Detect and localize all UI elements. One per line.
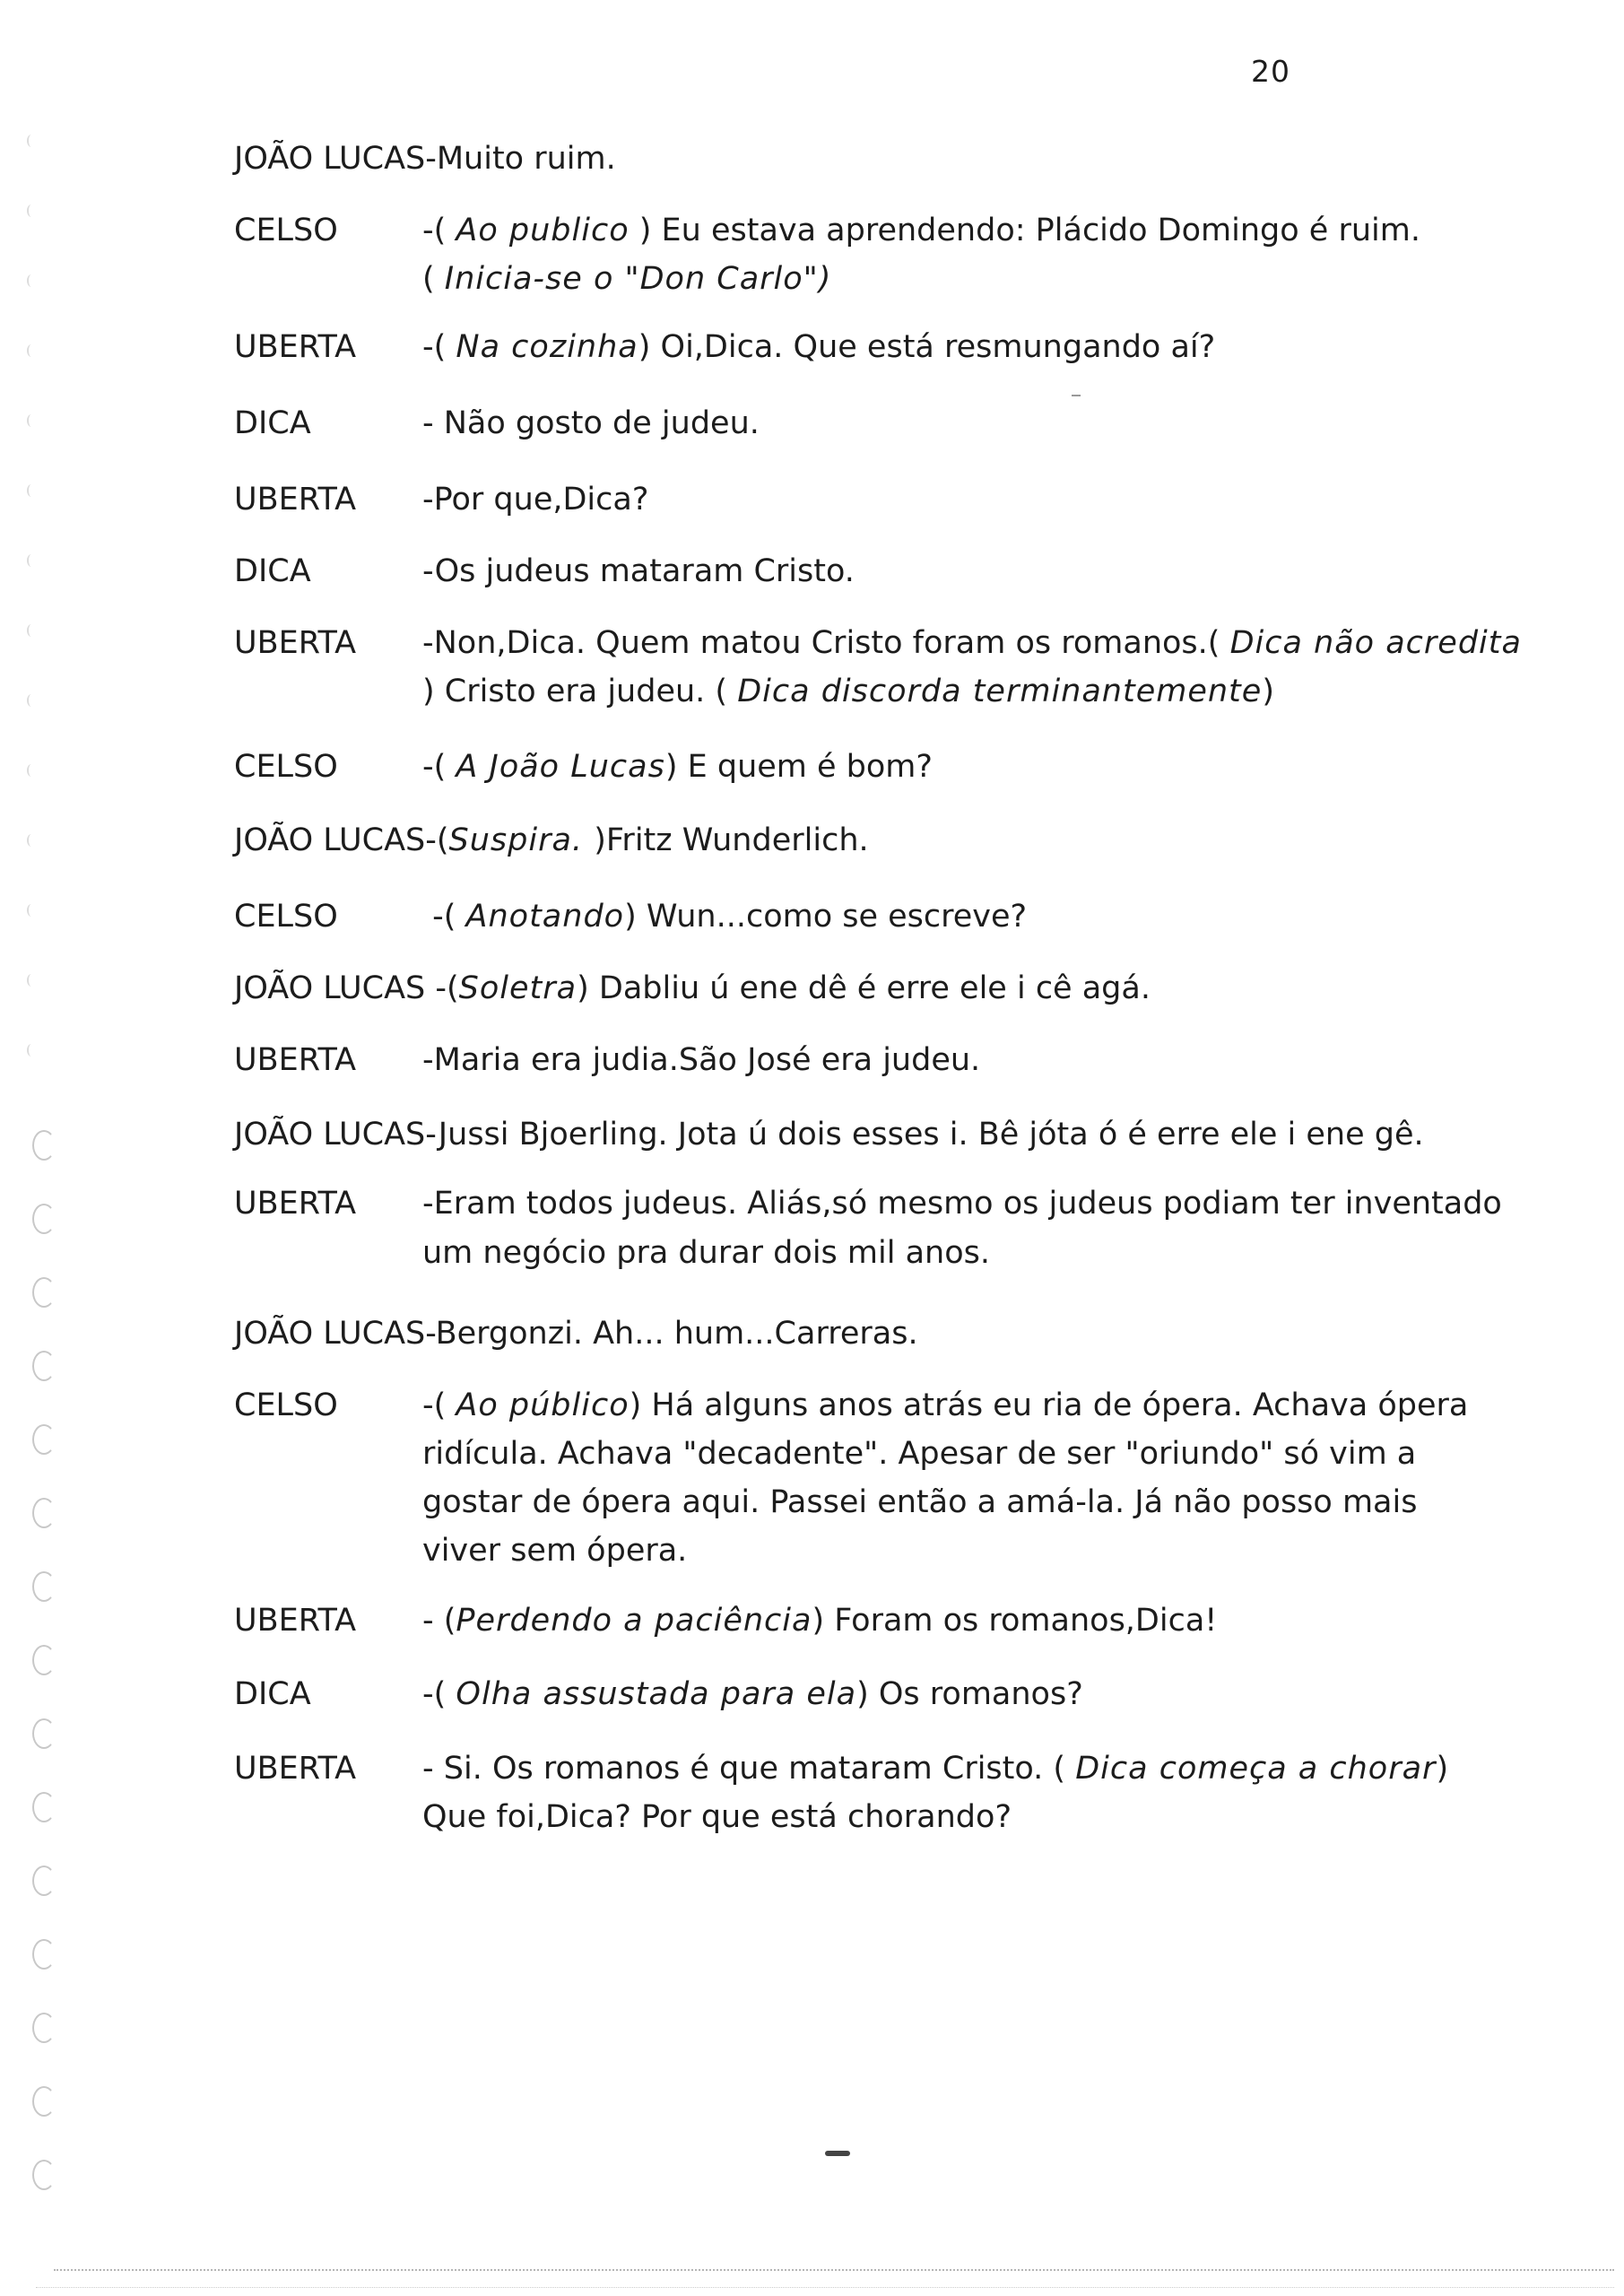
stage-direction: Dica discorda terminantemente: [737, 674, 1263, 709]
dialogue-line: [234, 1596, 1463, 1645]
speaker-name: UBERTA: [234, 1042, 357, 1078]
dialogue-continuation: gostar de ópera aqui. Passei então a amá-la. Já não posso mais: [422, 1484, 1418, 1520]
dialogue-line: [234, 964, 1463, 1013]
dialogue-text: ) Cristo era judeu. (: [422, 674, 738, 709]
dialogue-text: -(: [422, 329, 456, 365]
stage-direction: Inicia-se o "Don Carlo"): [444, 261, 832, 297]
speaker-name: DICA: [234, 1676, 311, 1712]
dialogue-line: [234, 206, 1463, 255]
dialogue-text: -(: [422, 749, 456, 785]
speaker-name: CELSO: [234, 749, 338, 785]
stage-direction: Ao público: [456, 1387, 630, 1423]
stage-direction: Anotando: [465, 899, 625, 935]
stage-direction: Suspira.: [448, 822, 595, 858]
dialogue-text: - Não gosto de judeu.: [422, 405, 760, 441]
speaker-name: JOÃO LUCAS-(: [234, 822, 449, 858]
dialogue-text: ) E quem é bom?: [664, 749, 933, 785]
dialogue-line: [234, 816, 1463, 865]
stage-direction: Na cozinha: [456, 329, 638, 365]
speaker-name: CELSO: [234, 213, 338, 248]
speaker-name: CELSO: [234, 899, 338, 935]
dialogue-continuation: viver sem ópera.: [422, 1533, 688, 1569]
speaker-name: UBERTA: [234, 329, 357, 365]
dialogue-text: -Os judeus mataram Cristo.: [422, 553, 855, 589]
speaker-name: UBERTA: [234, 625, 357, 661]
dialogue-line: [234, 323, 1463, 371]
dialogue-text: ): [1262, 674, 1274, 709]
dialogue-line: [234, 547, 1463, 596]
dialogue-text: um negócio pra durar dois mil anos.: [422, 1235, 990, 1271]
page-edge: [36, 2287, 1614, 2288]
dialogue-continuation: [422, 1793, 1012, 1841]
dialogue-text: -(: [422, 899, 466, 935]
dialogue-text: Que foi,Dica? Por que está chorando?: [422, 1799, 1012, 1835]
page-number: 20: [1251, 54, 1290, 89]
stray-mark: [1072, 395, 1081, 396]
speaker-name: UBERTA: [234, 482, 357, 517]
speaker-name: DICA: [234, 553, 311, 589]
dialogue-text: ) Eu estava aprendendo: Plácido Domingo é ruim.: [629, 213, 1420, 248]
dialogue-text: ) Foram os romanos,Dica!: [812, 1603, 1218, 1639]
dialogue-line: [234, 135, 1463, 183]
dialogue-line: [234, 1309, 1463, 1358]
page-edge: [54, 2269, 1614, 2271]
dialogue-text: ) Oi,Dica. Que está resmungando aí?: [638, 329, 1216, 365]
dialogue-continuation: [422, 1229, 990, 1277]
dialogue-text: (: [422, 261, 445, 297]
dialogue-text: -(: [422, 213, 456, 248]
dialogue-text: ) Wun...como se escreve?: [624, 899, 1028, 935]
dialogue-line: [234, 475, 1463, 524]
stray-mark: [825, 2151, 850, 2156]
dialogue-text: - Si. Os romanos é que mataram Cristo. (: [422, 1751, 1076, 1787]
dialogue-text: ): [1436, 1751, 1449, 1787]
stage-direction: Olha assustada para ela: [456, 1676, 857, 1712]
stage-direction: Perdendo a paciência: [456, 1603, 812, 1639]
dialogue-text: - (: [422, 1603, 456, 1639]
stage-direction: Ao publico: [456, 213, 630, 248]
speaker-name: UBERTA: [234, 1603, 357, 1639]
dialogue-line: [234, 1110, 1463, 1159]
dialogue-line: [234, 1744, 1463, 1793]
dialogue-text: -Eram todos judeus. Aliás,só mesmo os judeus podiam ter inventado: [422, 1186, 1502, 1222]
dialogue-continuation: ridícula. Achava "decadente". Apesar de ser "oriundo" só vim a: [422, 1436, 1417, 1472]
dialogue-text: )Fritz Wunderlich.: [594, 822, 869, 858]
dialogue-text: -Maria era judia.São José era judeu.: [422, 1042, 981, 1078]
speaker-name: UBERTA: [234, 1186, 357, 1222]
speaker-name: CELSO: [234, 1387, 338, 1423]
dialogue-text: -(: [422, 1387, 456, 1423]
dialogue-text: ) Há alguns anos atrás eu ria de ópera. Achava ópera: [629, 1387, 1469, 1423]
stage-direction: A João Lucas: [456, 749, 665, 785]
dialogue-continuation: [422, 255, 831, 303]
dialogue-text: ) Dabliu ú ene dê é erre ele i cê agá.: [577, 970, 1151, 1006]
speaker-name: JOÃO LUCAS-Bergonzi. Ah... hum...Carreras.: [234, 1316, 918, 1352]
dialogue-continuation: [422, 667, 1274, 716]
dialogue-line: [234, 1670, 1463, 1718]
dialogue-line: [234, 1179, 1502, 1228]
dialogue-text: ) Os romanos?: [856, 1676, 1083, 1712]
dialogue-line: [234, 1036, 1463, 1084]
dialogue-line: [234, 619, 1522, 667]
speaker-name: JOÃO LUCAS-Jussi Bjoerling. Jota ú dois esses i. Bê jóta ó é erre ele i ene gê.: [234, 1117, 1424, 1152]
speaker-name: DICA: [234, 405, 311, 441]
speaker-name: UBERTA: [234, 1751, 357, 1787]
stage-direction: Soletra: [458, 970, 578, 1006]
stage-direction: Dica não acredita: [1229, 625, 1522, 661]
dialogue-line: [234, 892, 1463, 941]
dialogue-line: [234, 743, 1463, 791]
dialogue-text: -Non,Dica. Quem matou Cristo foram os romanos.(: [422, 625, 1230, 661]
dialogue-line: [234, 399, 1463, 448]
speaker-name: JOÃO LUCAS-Muito ruim.: [234, 141, 616, 177]
stage-direction: Dica começa a chorar: [1075, 1751, 1437, 1787]
speaker-name: JOÃO LUCAS -(: [234, 970, 459, 1006]
dialogue-text: -Por que,Dica?: [422, 482, 649, 517]
dialogue-text: -(: [422, 1676, 456, 1712]
dialogue-line: [234, 1381, 1469, 1430]
